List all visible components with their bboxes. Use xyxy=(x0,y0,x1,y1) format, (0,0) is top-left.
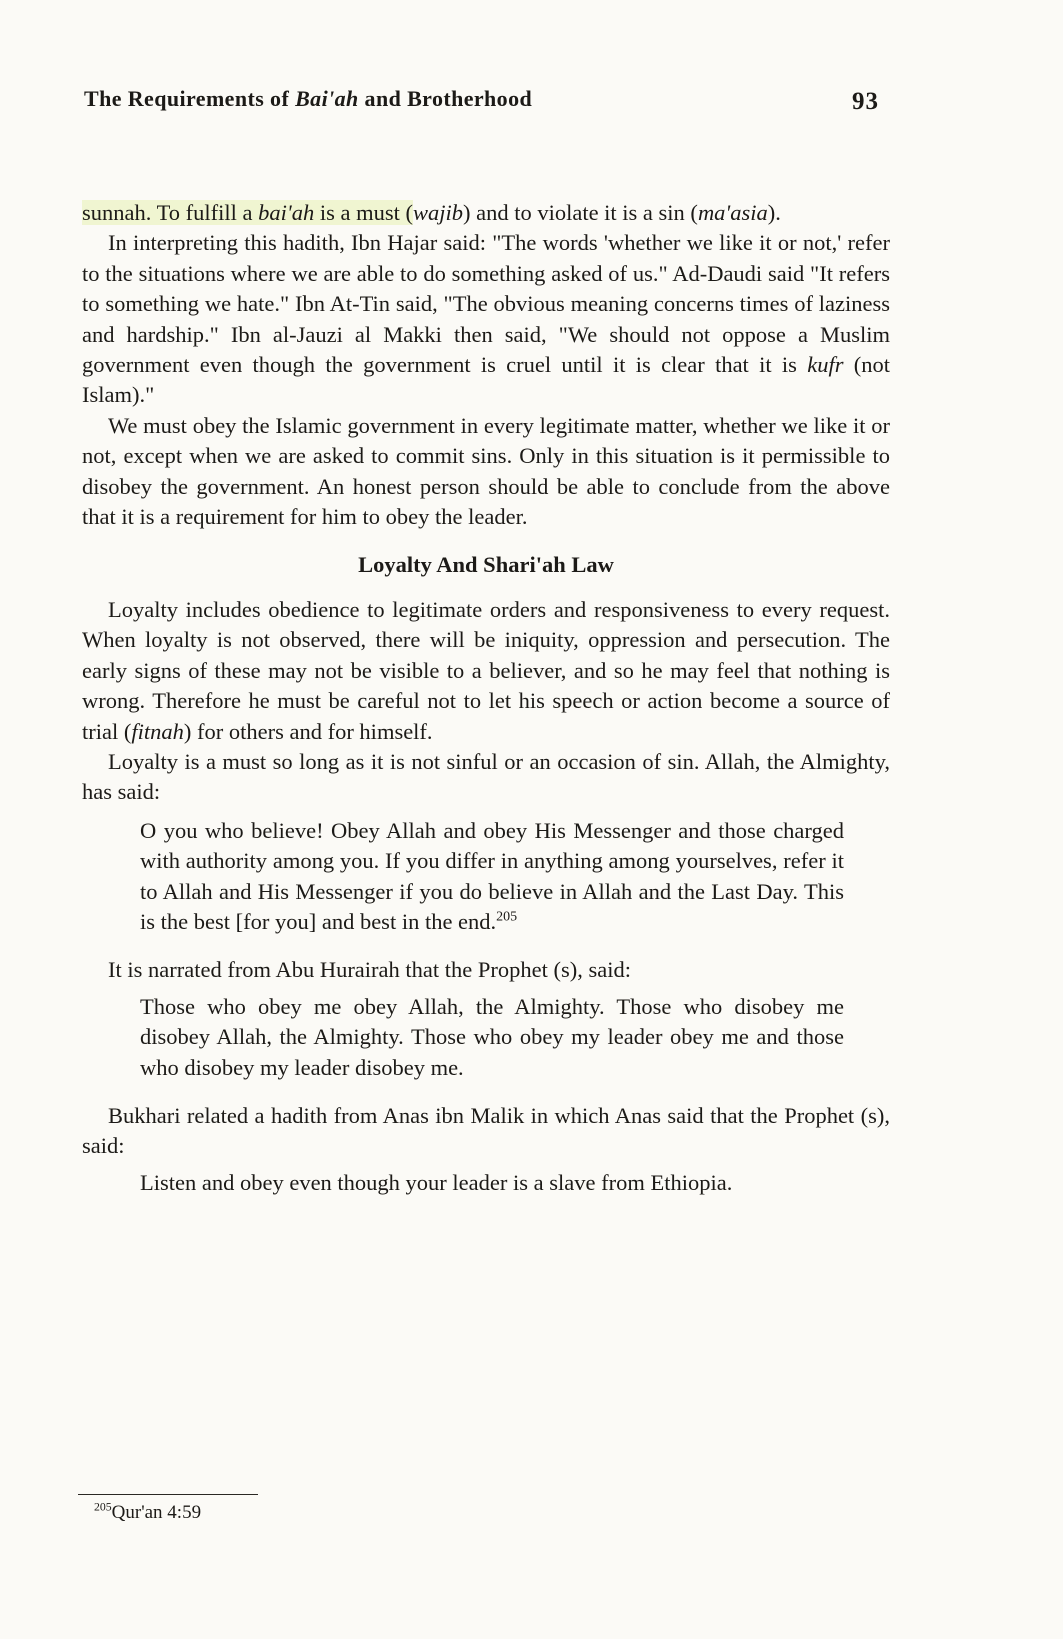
paragraph-2: In interpreting this hadith, Ibn Hajar said: "The words 'whether we like it or not,' refer to the situations where we are able to do something asked of us." Ad-Daudi said "It refers to something we hate." Ibn At-Tin said, "The obvious meaning concerns times of laziness and hardship." Ibn al-Jauzi al Makki then said, "We should not oppose a Muslim government even though the government is cruel until it is clear that it is kufr (not Islam)." xyxy=(82,230,890,408)
running-head-text-end: and Brotherhood xyxy=(358,86,533,111)
paragraph-3: We must obey the Islamic government in every legitimate matter, whether we like it or not, except when we are asked to commit sins. Only in this situation is it permissible to disobey the government. An honest person should be able to conclude from the above that it is a requirement for him to obey the leader. xyxy=(82,412,890,530)
running-head xyxy=(84,86,532,112)
footnote xyxy=(94,1502,201,1524)
footnote-rule xyxy=(78,1494,258,1495)
block-quote-1: O you who believe! Obey Allah and obey His Messenger and those charged with authority among you. If you differ in anything among yourselves, refer it to Allah and His Messenger if you do believe in Allah and the Last Day. This is the best [for you] and best in the end.$^{205}$ xyxy=(140,817,844,934)
section-heading: Loyalty And Shari'ah Law xyxy=(358,552,614,578)
running-head-text: The Requirements of xyxy=(84,86,296,111)
paragraph-7: Bukhari related a hadith from Anas ibn Malik in which Anas said that the Prophet (s), said: xyxy=(82,1102,890,1159)
paragraph-5: Loyalty is a must so long as it is not sinful or an occasion of sin. Allah, the Almighty, has said: xyxy=(82,748,890,805)
running-head-italic: Bai'ah xyxy=(295,86,359,111)
footnote-text: Qur'an 4:59 xyxy=(111,1502,202,1523)
page-number: 93 xyxy=(852,88,879,115)
block-quote-3: Listen and obey even though your leader is a slave from Ethiopia. xyxy=(140,1169,733,1195)
block-quote-2: Those who obey me obey Allah, the Almighty. Those who disobey me disobey Allah, the Almighty. Those who obey my leader obey me and those who disobey my leader disobey me. xyxy=(140,993,844,1080)
footnote-marker: 205 xyxy=(496,909,518,925)
footnote-number: 205 xyxy=(94,1500,112,1514)
paragraph-1: sunnah. To fulfill a bai'ah is a must (wajib) and to violate it is a sin (ma'asia). xyxy=(82,200,781,225)
body-text xyxy=(82,198,890,1198)
paragraph-6: It is narrated from Abu Hurairah that the Prophet (s), said: xyxy=(108,957,631,983)
paragraph-4: Loyalty includes obedience to legitimate orders and responsiveness to every request. When loyalty is not observed, there will be iniquity, oppression and persecution. The early signs of these may not be visible to a believer, and so he may feel that nothing is wrong. Therefore he must be careful not to let his speech or action become a source of trial (fitnah) for others and for himself. xyxy=(82,596,890,744)
